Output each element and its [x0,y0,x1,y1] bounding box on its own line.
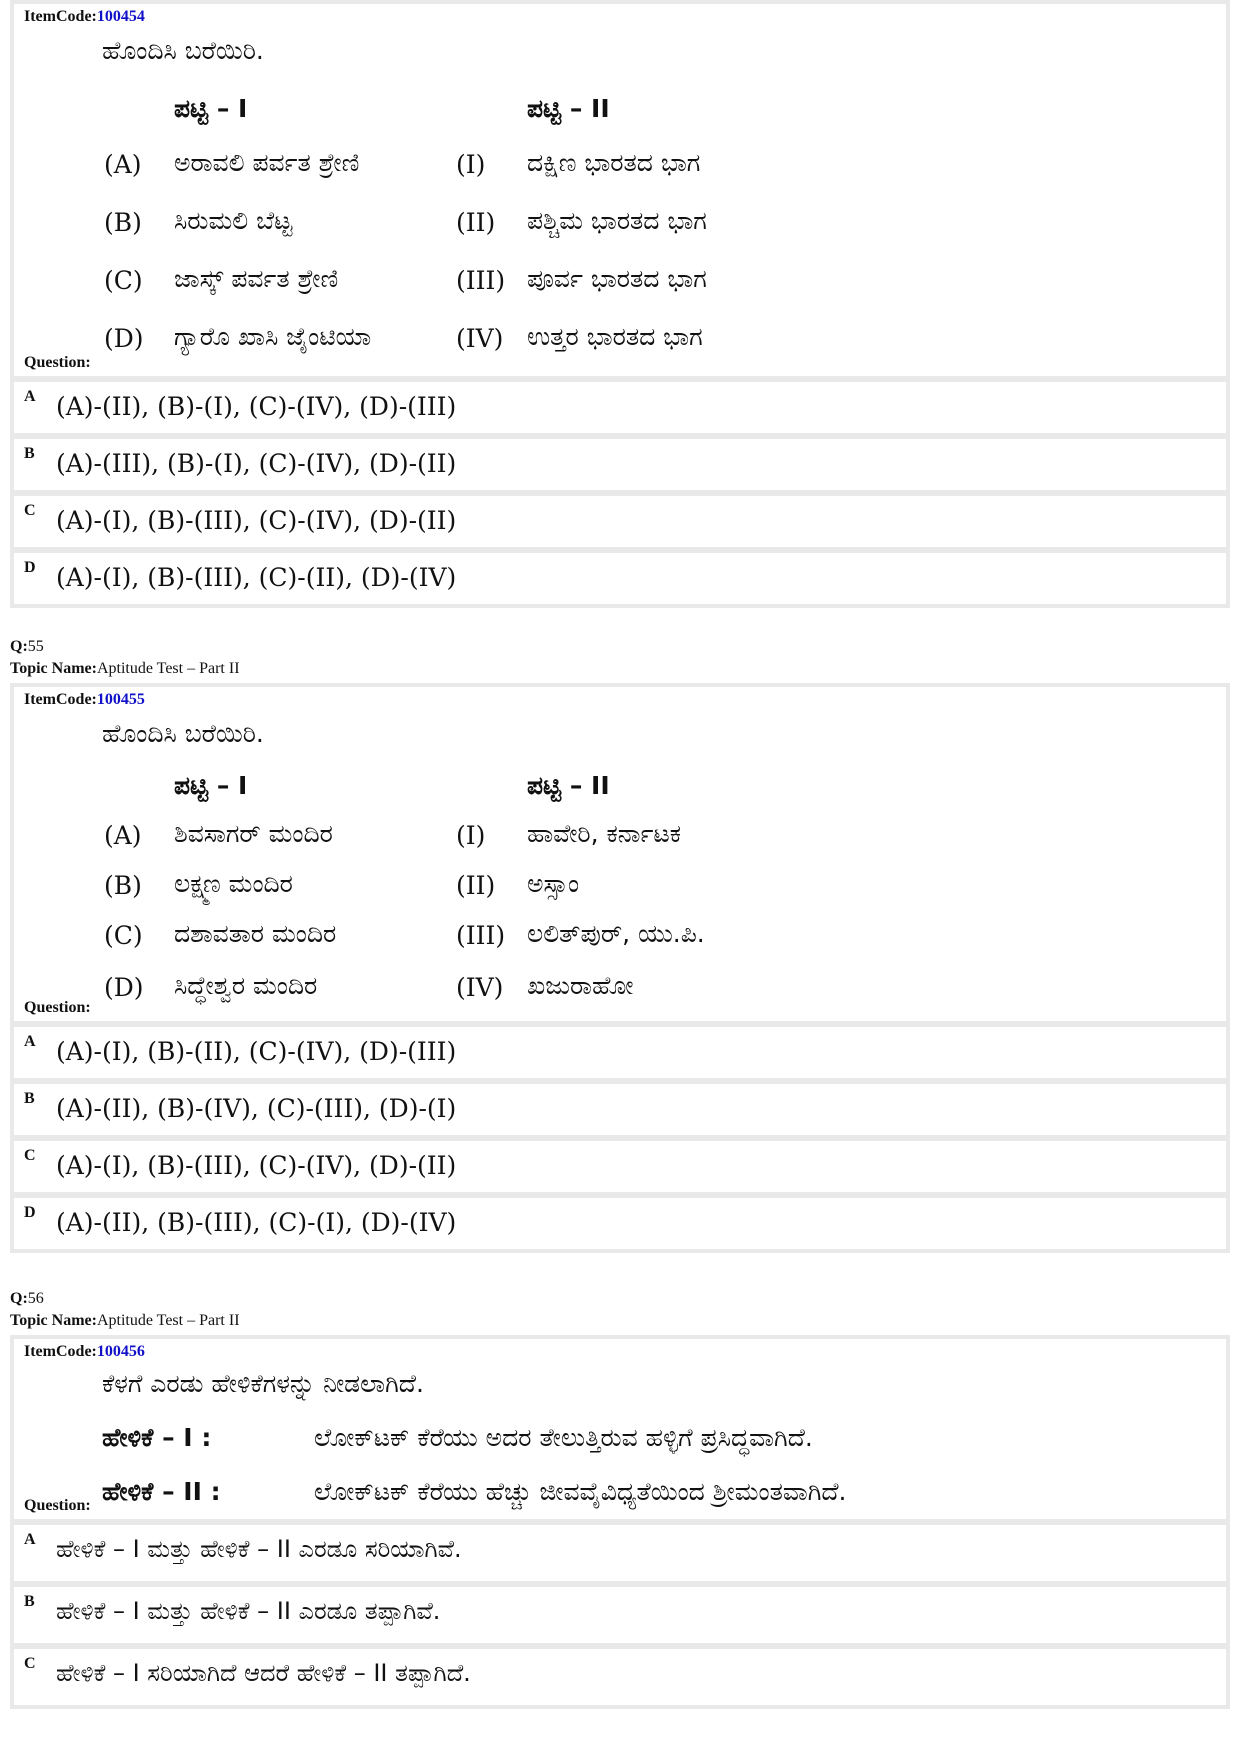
statement-2-label: ಹೇಳಿಕೆ – II : [102,1477,221,1506]
row-key: (A) [104,150,142,179]
option-letter: C [24,502,36,519]
question-56-block [10,1335,1230,1709]
question-56-number: Q:56 [10,1290,44,1307]
row-key: (I) [456,150,486,179]
statement-1-text: ಲೋಕ್‌ಟಕ್ ಕೆರೆಯು ಅದರ ತೇಲುತ್ತಿರುವ ಹಳ್ಳಿಗೆ ಪ್ರಸಿದ್ಧವಾಗಿದೆ. [314,1423,813,1452]
option-c[interactable] [14,1649,1226,1705]
row-key: (III) [456,266,506,295]
row-key: (B) [104,208,142,237]
option-b[interactable] [14,439,1226,490]
statement-1-label: ಹೇಳಿಕೆ – I : [102,1423,212,1452]
row-key: (A) [104,821,142,850]
option-b[interactable] [14,1084,1226,1135]
row-match: ಅಸ್ಸಾಂ [527,869,580,898]
instruction: ಕೆಳಗೆ ಎರಡು ಹೇಳಿಕೆಗಳನ್ನು ನೀಡಲಾಗಿದೆ. [102,1369,424,1398]
question-54-block [10,0,1230,608]
row-key: (D) [104,324,144,353]
item-code: ItemCode:100456 [24,1343,145,1360]
item-code: ItemCode:100455 [24,691,145,708]
option-letter: B [24,1593,35,1610]
row-item: ಗ್ಯಾರೊ ಖಾಸಿ ಜೈಂಟಿಯಾ [174,322,372,351]
option-letter: D [24,1204,36,1221]
option-text: (A)-(I), (B)-(III), (C)-(IV), (D)-(II) [56,506,457,535]
row-key: (I) [456,821,486,850]
option-d[interactable] [14,1198,1226,1249]
question-55-block [10,683,1230,1253]
option-text: ಹೇಳಿಕೆ – I ಮತ್ತು ಹೇಳಿಕೆ – II ಎರಡೂ ತಪ್ಪಾಗಿವೆ. [56,1597,441,1625]
option-text: ಹೇಳಿಕೆ – I ಸರಿಯಾಗಿದೆ ಆದರೆ ಹೇಳಿಕೆ – II ತಪ್ಪಾಗಿದೆ. [56,1659,471,1687]
statement-2-text: ಲೋಕ್‌ಟಕ್ ಕೆರೆಯು ಹೆಚ್ಚು ಜೀವವೈವಿಧ್ಯತೆಯಿಂದ ಶ್ರೀಮಂತವಾಗಿದೆ. [314,1477,847,1506]
row-match: ಖಜುರಾಹೋ [527,971,634,1000]
question-55-topic: Topic Name:Aptitude Test – Part II [10,660,240,677]
question-label: Question: [24,354,91,371]
question-55-body [14,687,1226,1021]
row-item: ಲಕ್ಷ್ಮಣ ಮಂದಿರ [174,869,293,898]
instruction: ಹೊಂದಿಸಿ ಬರೆಯಿರಿ. [102,719,264,748]
list-1-header: ಪಟ್ಟಿ – I [174,771,248,800]
list-2-header: ಪಟ್ಟಿ – II [527,94,610,123]
row-item: ಅರಾವಲಿ ಪರ್ವತ ಶ್ರೇಣಿ [174,148,360,177]
row-key: (III) [456,921,506,950]
option-letter: A [24,1531,36,1548]
row-key: (II) [456,871,496,900]
row-match: ಪೂರ್ವ ಭಾರತದ ಭಾಗ [527,264,707,293]
option-text: (A)-(II), (B)-(I), (C)-(IV), (D)-(III) [56,392,457,421]
question-label: Question: [24,999,91,1016]
row-match: ದಕ್ಷಿಣ ಭಾರತದ ಭಾಗ [527,148,701,177]
row-key: (C) [104,921,143,950]
question-56-body [14,1339,1226,1519]
option-text: (A)-(I), (B)-(III), (C)-(II), (D)-(IV) [56,563,457,592]
option-letter: B [24,445,35,462]
row-key: (IV) [456,973,504,1002]
question-56-topic: Topic Name:Aptitude Test – Part II [10,1312,240,1329]
row-item: ದಶಾವತಾರ ಮಂದಿರ [174,919,337,948]
option-letter: D [24,559,36,576]
option-text: (A)-(II), (B)-(IV), (C)-(III), (D)-(I) [56,1094,457,1123]
row-key: (B) [104,871,142,900]
option-text: (A)-(I), (B)-(III), (C)-(IV), (D)-(II) [56,1151,457,1180]
option-letter: B [24,1090,35,1107]
option-c[interactable] [14,1141,1226,1192]
instruction: ಹೊಂದಿಸಿ ಬರೆಯಿರಿ. [102,36,264,65]
item-code: ItemCode:100454 [24,8,145,25]
option-text: (A)-(I), (B)-(II), (C)-(IV), (D)-(III) [56,1037,457,1066]
option-a[interactable] [14,1027,1226,1078]
option-b[interactable] [14,1587,1226,1643]
question-54-body [14,4,1226,376]
row-key: (IV) [456,324,504,353]
option-letter: A [24,388,36,405]
row-key: (D) [104,973,144,1002]
option-text: ಹೇಳಿಕೆ – I ಮತ್ತು ಹೇಳಿಕೆ – II ಎರಡೂ ಸರಿಯಾಗಿವೆ. [56,1535,462,1563]
question-label: Question: [24,1497,91,1514]
row-match: ಹಾವೇರಿ, ಕರ್ನಾಟಕ [527,819,681,848]
row-item: ಜಾಸ್ಕ್ ಪರ್ವತ ಶ್ರೇಣಿ [174,264,339,293]
row-match: ಪಶ್ಚಿಮ ಭಾರತದ ಭಾಗ [527,206,707,235]
row-item: ಶಿವಸಾಗರ್ ಮಂದಿರ [174,819,333,848]
row-item: ಸಿರುಮಲಿ ಬೆಟ್ಟ [174,206,293,235]
question-55-number: Q:55 [10,638,44,655]
list-1-header: ಪಟ್ಟಿ – I [174,94,248,123]
row-key: (II) [456,208,496,237]
option-letter: C [24,1655,36,1672]
option-letter: C [24,1147,36,1164]
list-2-header: ಪಟ್ಟಿ – II [527,771,610,800]
option-letter: A [24,1033,36,1050]
option-a[interactable] [14,382,1226,433]
option-c[interactable] [14,496,1226,547]
row-key: (C) [104,266,143,295]
option-text: (A)-(III), (B)-(I), (C)-(IV), (D)-(II) [56,449,457,478]
row-match: ಉತ್ತರ ಭಾರತದ ಭಾಗ [527,322,703,351]
option-text: (A)-(II), (B)-(III), (C)-(I), (D)-(IV) [56,1208,457,1237]
option-a[interactable] [14,1525,1226,1581]
option-d[interactable] [14,553,1226,604]
row-match: ಲಲಿತ್‌ಪುರ್, ಯು.ಪಿ. [527,919,705,948]
row-item: ಸಿದ್ಧೇಶ್ವರ ಮಂದಿರ [174,971,318,1000]
